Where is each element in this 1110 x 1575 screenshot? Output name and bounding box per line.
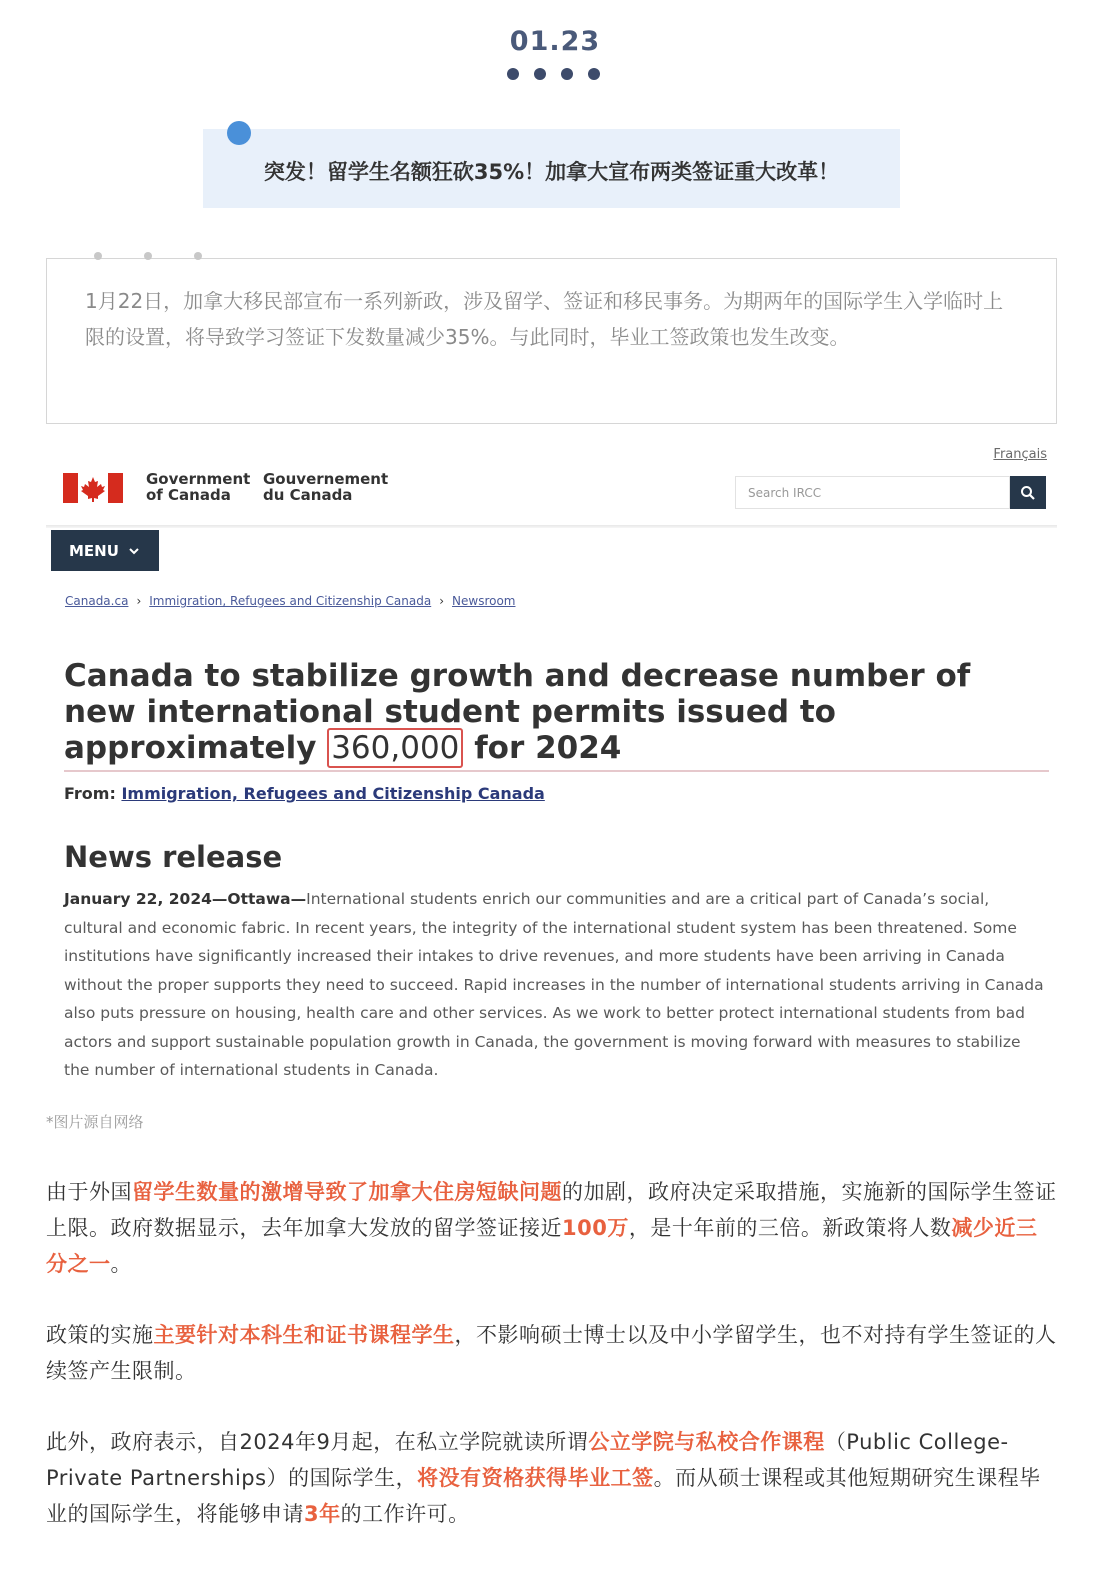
date-label: 01.23	[509, 26, 601, 57]
menu-button[interactable]	[51, 530, 159, 571]
dot-icon	[94, 252, 102, 260]
gov-wordmark-fr	[263, 471, 388, 503]
title-divider	[64, 770, 1049, 772]
search-input[interactable]: Search IRCC	[735, 476, 1010, 509]
breadcrumb-link-ircc[interactable]: Immigration, Refugees and Citizenship Canada	[149, 594, 432, 608]
highlight-text: 减少近三分之一	[46, 1216, 1038, 1276]
text: （Public College-Private Partnerships）的国际学生，	[46, 1430, 1009, 1490]
dot-icon	[144, 252, 152, 260]
from-line	[64, 784, 545, 803]
paragraph-3	[46, 1424, 1058, 1532]
text: 。而从硕士课程或其他短期研究生课程毕业的国际学生，将能够申请	[46, 1466, 1041, 1526]
text: 的工作许可。	[340, 1502, 470, 1526]
summary-dots	[94, 252, 202, 260]
gov-wordmark-en	[146, 471, 250, 503]
summary-box	[46, 258, 1057, 424]
dot-icon	[194, 252, 202, 260]
from-label: From:	[64, 784, 122, 803]
text: 此外，政府表示，自2024年9月起，在私立学院就读所谓	[46, 1430, 589, 1454]
chevron-right-icon: ›	[136, 594, 142, 608]
text: 政策的实施	[46, 1323, 154, 1347]
news-title-part2: for 2024	[463, 730, 622, 766]
headline-dot-icon	[227, 121, 251, 145]
highlight-text: 主要针对本科生和证书课程学生	[153, 1323, 455, 1347]
news-body-text: International students enrich our communities and are a critical part of Canada’s social, cultural and economic fabric. In recent years, the integrity of the international student system has been threatened. Some institutions have significantly increased their intakes to drive revenues, and more students have been arriving in Canada without the proper supports they need to succeed. Rapid increases in the number of international students arriving in Canada also puts pressure on housing, health care and other services. As we work to better protect international students from bad actors and support sustainable population growth in Canada, the government is moving forward with measures to stabilize the number of international students in Canada.	[64, 890, 1044, 1079]
text: 的加剧，政府决定采取措施，实施新的国际学生签证上限。政府数据显示，去年加拿大发放的留学签证接近	[46, 1180, 1057, 1240]
header-divider	[46, 525, 1057, 528]
headline-box	[203, 129, 900, 208]
highlighted-number: 360,000	[327, 728, 463, 768]
gov-en-line2: of Canada	[146, 486, 231, 504]
search-icon	[1020, 485, 1036, 501]
gov-en-line1: Government	[146, 470, 251, 488]
news-release-heading: News release	[64, 840, 283, 874]
chevron-right-icon: ›	[439, 594, 445, 608]
headline: 突发！留学生名额狂砍35%！加拿大宣布两类签证重大改革！	[263, 159, 840, 184]
paragraph-2	[46, 1317, 1058, 1389]
news-release-body	[64, 885, 1049, 1085]
search-button[interactable]	[1010, 476, 1046, 509]
news-screenshot	[46, 438, 1057, 1088]
gov-fr-line1: Gouvernement	[263, 470, 389, 488]
image-credit: *图片源自网络	[46, 1113, 144, 1131]
canada-flag-icon	[63, 473, 123, 503]
breadcrumb-link-newsroom[interactable]: Newsroom	[452, 594, 516, 608]
highlight-text: 3年	[304, 1502, 341, 1526]
date-dots	[507, 68, 600, 80]
highlight-text: 公立学院与私校合作课程	[588, 1430, 825, 1454]
breadcrumb	[65, 594, 515, 608]
highlight-text: 100万	[562, 1216, 629, 1240]
text: ，是十年前的三倍。新政策将人数	[628, 1216, 952, 1240]
text: 由于外国	[46, 1180, 132, 1204]
news-title-part1: Canada to stabilize growth and decrease number of new international student permits issued to approximately	[64, 658, 971, 766]
dot-icon	[588, 68, 600, 80]
highlight-text: 将没有资格获得毕业工签	[417, 1466, 654, 1490]
text: ，不影响硕士博士以及中小学留学生，也不对持有学生签证的人续签产生限制。	[46, 1323, 1057, 1383]
from-link[interactable]: Immigration, Refugees and Citizenship Canada	[121, 784, 545, 803]
chevron-down-icon	[129, 547, 139, 555]
text: 。	[110, 1252, 132, 1276]
news-title	[64, 658, 1049, 766]
summary-text: 1月22日，加拿大移民部宣布一系列新政，涉及留学、签证和移民事务。为期两年的国际学生入学临时上限的设置，将导致学习签证下发数量减少35%。与此同时，毕业工签政策也发生改变。	[85, 289, 1004, 349]
paragraph-1	[46, 1174, 1058, 1282]
menu-label: MENU	[69, 541, 119, 560]
breadcrumb-link-canada[interactable]: Canada.ca	[65, 594, 129, 608]
highlight-text: 留学生数量的激增导致了加拿大住房短缺问题	[132, 1180, 562, 1204]
dot-icon	[561, 68, 573, 80]
dot-icon	[507, 68, 519, 80]
dateline: January 22, 2024—Ottawa—	[64, 890, 307, 908]
dot-icon	[534, 68, 546, 80]
francais-link[interactable]: Français	[993, 447, 1047, 462]
gov-fr-line2: du Canada	[263, 486, 353, 504]
